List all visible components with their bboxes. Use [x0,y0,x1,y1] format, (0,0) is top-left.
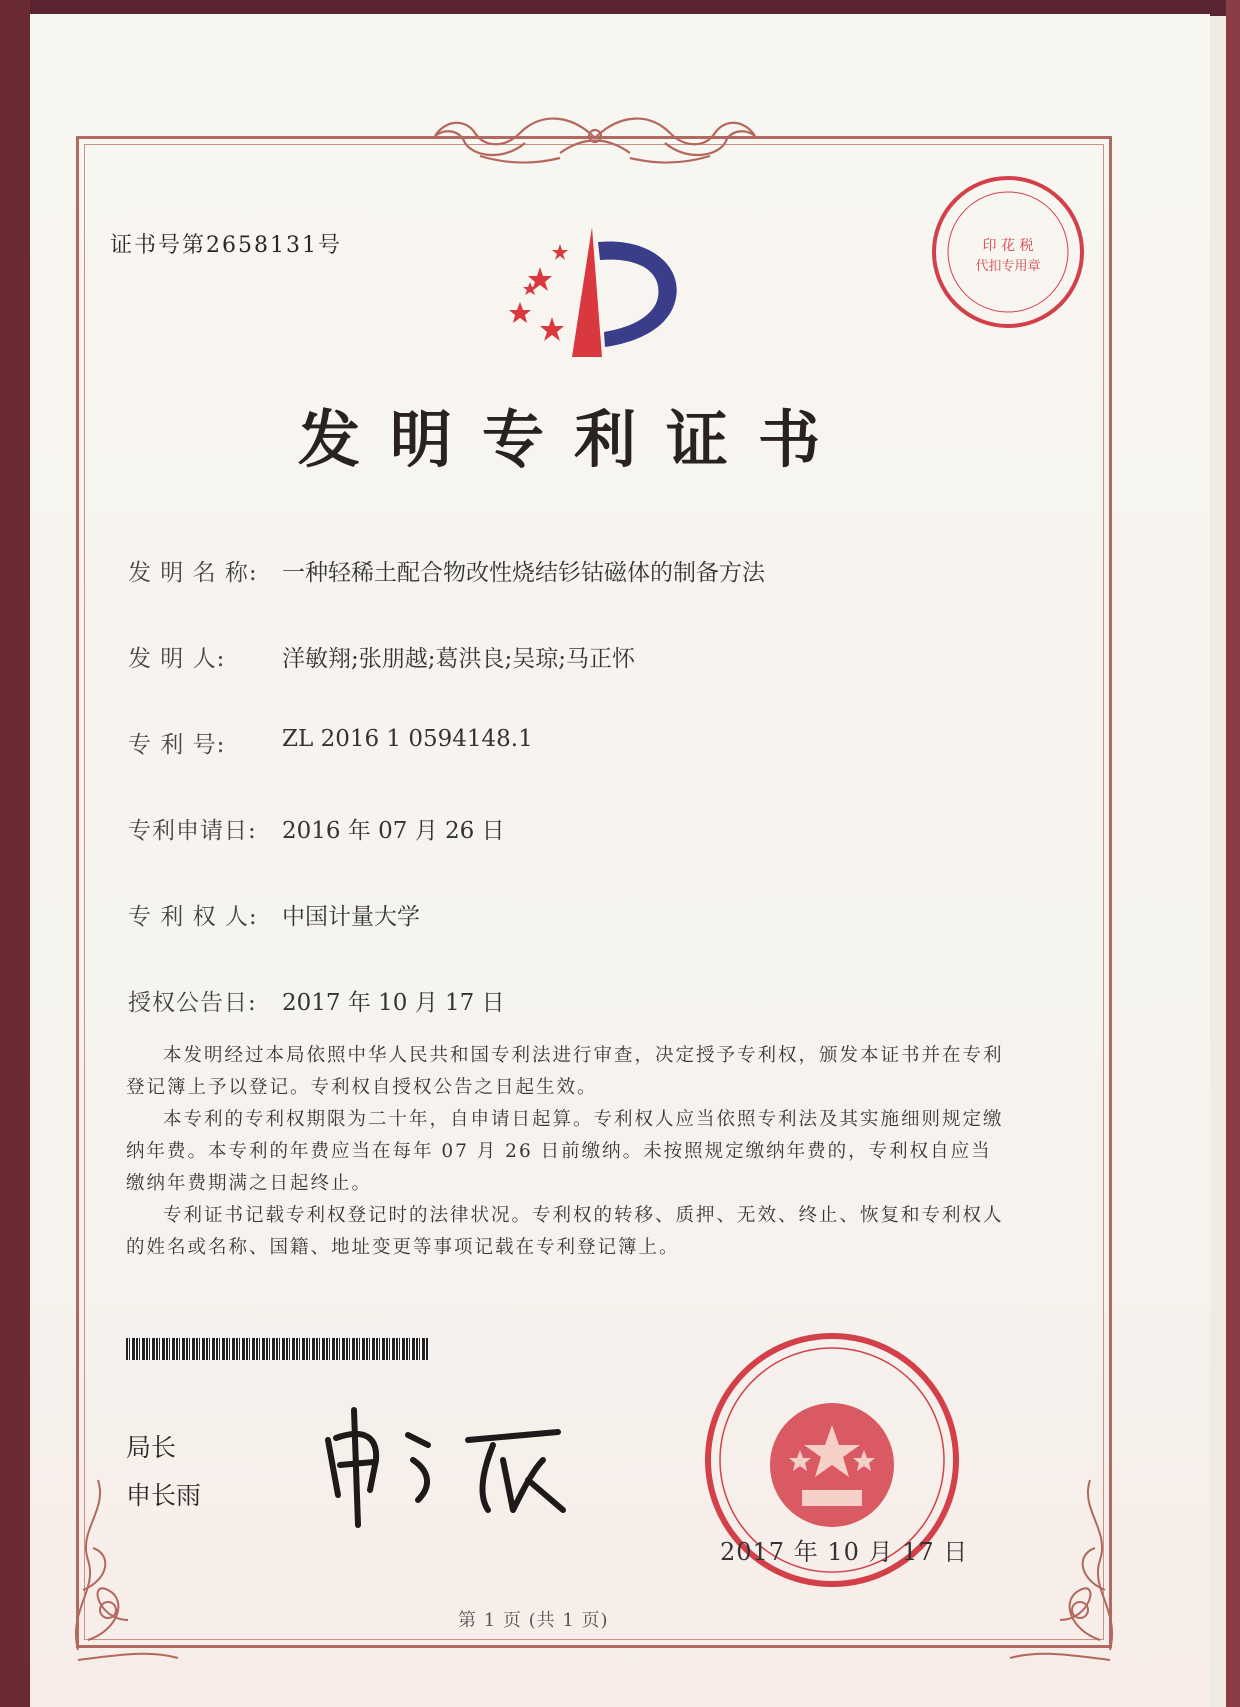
page-footer: 第 1 页 (共 1 页) [458,1610,609,1631]
barcode [126,1338,428,1360]
director-name: 申长雨 [126,1481,202,1510]
legal-text [126,1040,1006,1264]
signature [318,1400,578,1530]
field-value-patent-number: ZL 2016 1 0594148.1 [282,726,533,752]
field-label-patent-number: 专 利 号: [128,732,226,758]
top-ornament-icon [420,108,770,168]
legal-paragraph-2: 本专利的专利权期限为二十年，自申请日起算。专利权人应当依照专利法及其实施细则规定缴纳年费。本专利的年费应当在每年 07 月 26 日前缴纳。未按照规定缴纳年费的，专利权自应当缴纳年费期满之日起终止。 [126,1109,1004,1194]
field-label-invention-name: 发 明 名 称: [128,560,258,586]
legal-paragraph-3: 专利证书记载专利权登记时的法律状况。专利权的转移、质押、无效、终止、恢复和专利权人的姓名或名称、国籍、地址变更等事项记载在专利登记簿上。 [126,1205,1004,1258]
certificate-title: 发明专利证书 [298,403,851,476]
director-title: 局长 [126,1433,177,1462]
field-label-inventor: 发 明 人: [128,646,226,672]
cover-edge-left [0,0,30,1707]
field-value-application-date: 2016 年 07 月 26 日 [282,818,505,844]
seal-date: 2017 年 10 月 17 日 [720,1538,969,1566]
patent-office-logo-icon [500,222,690,362]
field-value-patentee: 中国计量大学 [282,904,420,930]
corner-ornament-right-icon [1000,1470,1130,1670]
tax-stamp-center-line2: 代扣专用章 [975,259,1041,274]
tax-stamp [928,172,1088,332]
field-label-patentee: 专 利 权 人: [128,904,258,930]
cover-edge-right [1226,0,1240,1707]
field-value-invention-name: 一种轻稀土配合物改性烧结钐钴磁体的制备方法 [282,560,765,586]
tax-stamp-center-line1: 印 花 税 [982,238,1034,254]
legal-paragraph-1: 本发明经过本局依照中华人民共和国专利法进行审查，决定授予专利权，颁发本证书并在专利登记簿上予以登记。专利权自授权公告之日起生效。 [126,1045,1004,1098]
field-label-grant-date: 授权公告日: [128,990,257,1016]
certificate-number: 证书号第2658131号 [110,233,342,258]
field-value-inventor: 洋敏翔;张朋越;葛洪良;吴琼;马正怀 [282,646,635,672]
field-value-grant-date: 2017 年 10 月 17 日 [282,990,505,1016]
field-label-application-date: 专利申请日: [128,818,257,844]
